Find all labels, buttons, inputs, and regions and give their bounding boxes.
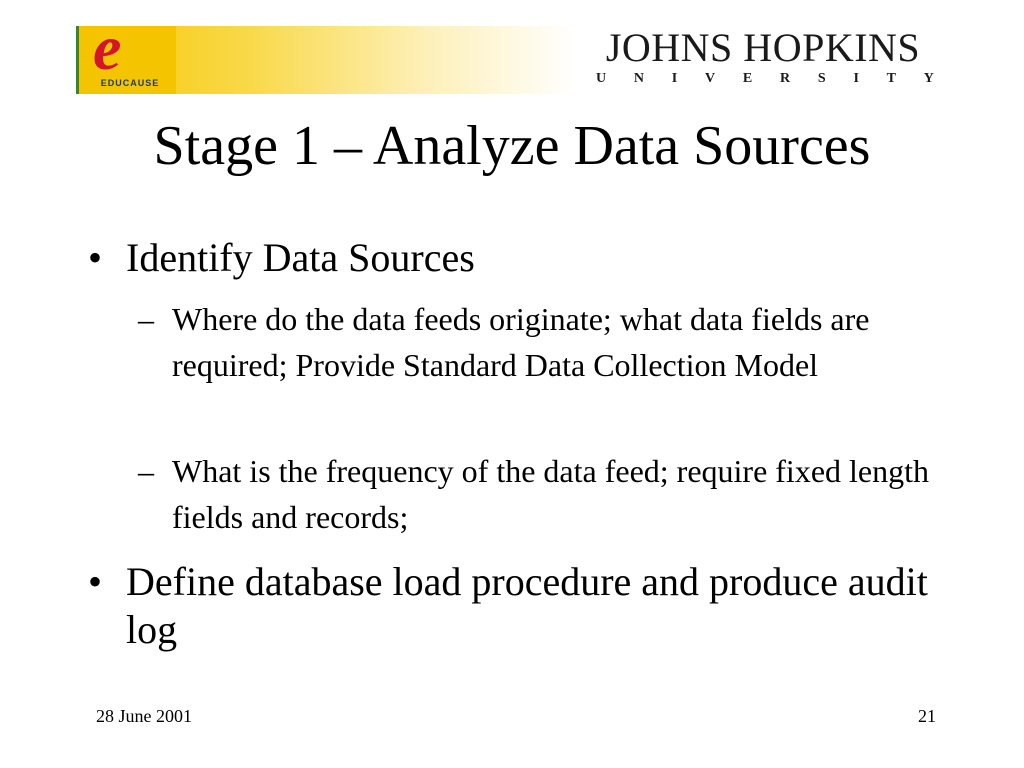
university-letter: I — [671, 71, 678, 86]
university-letter: S — [817, 71, 826, 86]
sub-bullet-marker: – — [138, 453, 154, 489]
footer-date: 28 June 2001 — [96, 706, 192, 726]
johns-hopkins-logo — [588, 25, 938, 88]
educause-logo — [76, 12, 176, 94]
educause-wordmark: EDUCAUSE — [100, 78, 160, 88]
university-letter: E — [742, 71, 753, 86]
sub-bullet-item — [138, 448, 932, 540]
bullet-text: Identify Data Sources — [126, 235, 475, 280]
university-letter: V — [705, 71, 716, 86]
university-wordmark — [596, 71, 934, 87]
bullet-marker: • — [88, 235, 103, 280]
university-letter: Y — [923, 71, 934, 86]
bullet-marker: • — [88, 559, 103, 604]
bullet-item — [88, 234, 946, 282]
bullet-item — [88, 558, 956, 654]
university-letter: I — [853, 71, 859, 86]
page-number: 21 — [918, 706, 936, 726]
sub-bullet-marker: – — [138, 301, 154, 337]
educause-e-glyph: e — [93, 12, 122, 83]
sub-bullet-item — [138, 296, 912, 388]
university-letter: R — [780, 71, 791, 86]
slide-title: Stage 1 – Analyze Data Sources — [153, 115, 871, 177]
bullet-text: Define database load procedure and produce audit log — [126, 559, 928, 652]
sub-bullet-text: What is the frequency of the data feed; require fixed length fields and records; — [172, 453, 929, 535]
university-letter: U — [596, 71, 607, 86]
university-letter: T — [886, 71, 897, 86]
university-letter: N — [633, 71, 645, 86]
sub-bullet-text: Where do the data feeds originate; what data fields are required; Provide Standard Data Collection Model — [172, 301, 870, 383]
johns-hopkins-wordmark: JOHNS HOPKINS — [605, 25, 921, 70]
